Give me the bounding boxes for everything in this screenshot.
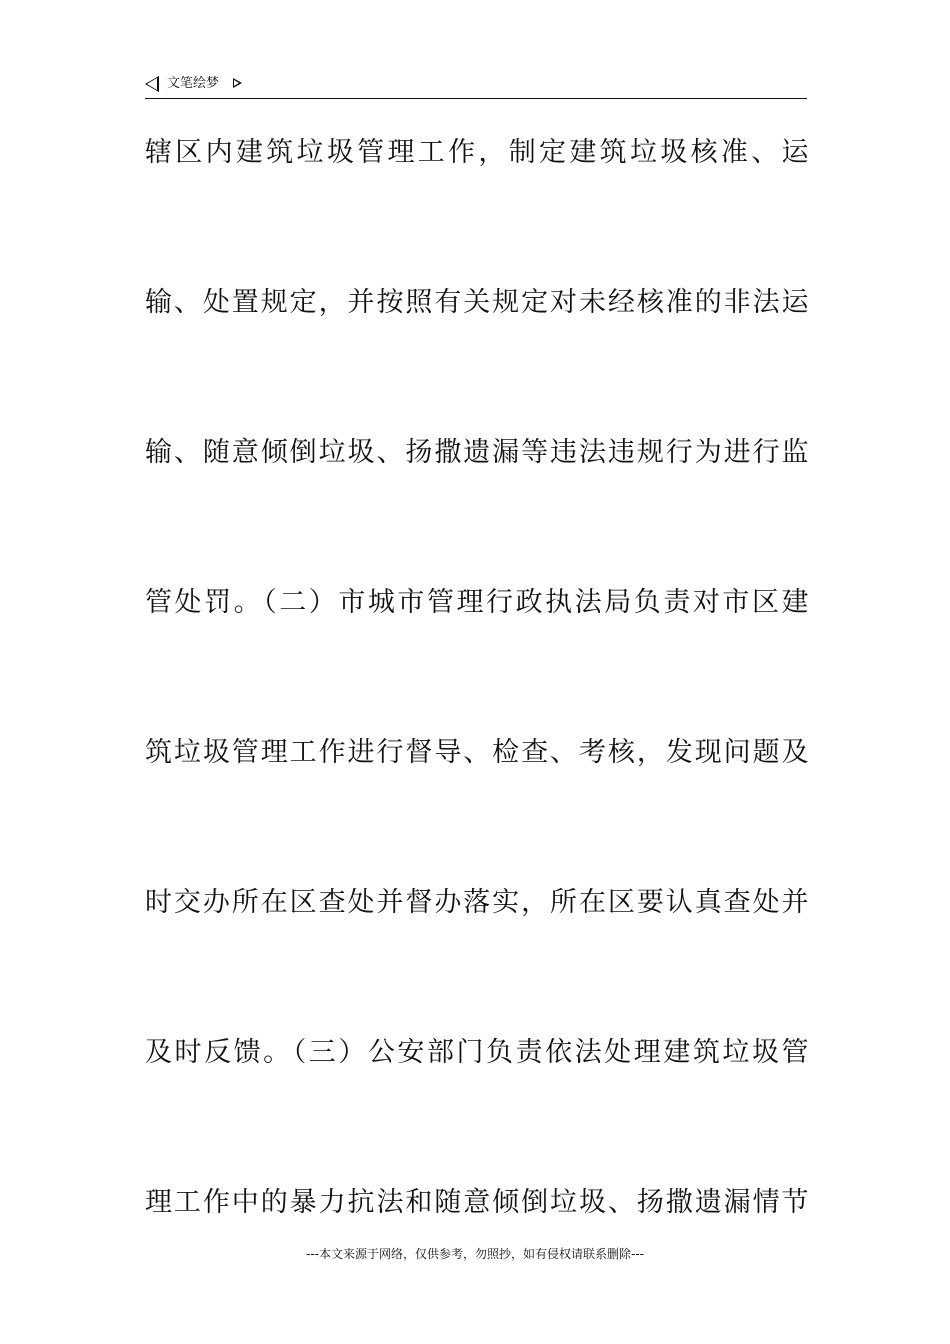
header-title: 文笔绘梦 — [167, 76, 220, 91]
page-header — [145, 72, 807, 99]
body-line-5: 筑垃圾管理工作进行督导、检查、考核，发现问题及 — [145, 737, 810, 768]
body-line-2: 输、处置规定，并按照有关规定对未经核准的非法运 — [145, 287, 810, 318]
body-line-4: 管处罚。（二）市城市管理行政执法局负责对市区建 — [145, 587, 810, 618]
body-line-6: 时交办所在区查处并督办落实，所在区要认真查处并 — [145, 887, 810, 918]
page-footer: ---本文来源于网络，仅供参考，勿照抄，如有侵权请联系删除--- — [306, 1247, 644, 1261]
triangle-left-icon — [145, 76, 159, 92]
body-line-3: 输、随意倾倒垃圾、扬撒遗漏等违法违规行为进行监 — [145, 437, 810, 468]
document-body — [145, 124, 810, 1324]
body-line-7: 及时反馈。（三）公安部门负责依法处理建筑垃圾管 — [145, 1037, 810, 1068]
body-line-8: 理工作中的暴力抗法和随意倾倒垃圾、扬撒遗漏情节 — [145, 1187, 810, 1218]
body-line-1: 辖区内建筑垃圾管理工作，制定建筑垃圾核准、运 — [145, 137, 810, 168]
triangle-right-icon — [233, 78, 242, 88]
